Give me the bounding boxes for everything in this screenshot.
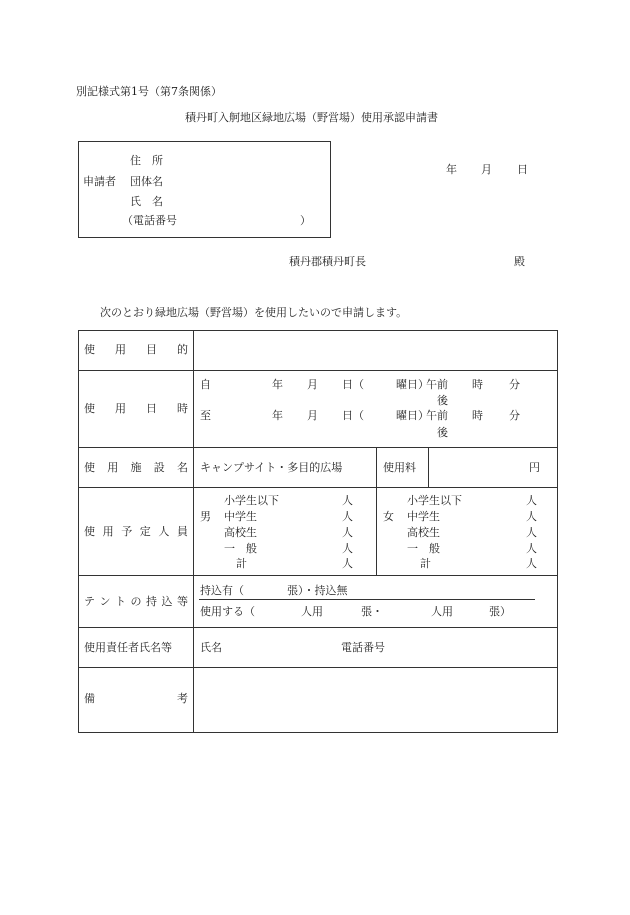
label-char: 定 — [139, 525, 151, 538]
date-day: 日 — [517, 163, 528, 176]
applicant-label: 申請者 — [83, 175, 116, 188]
label-char: 等 — [177, 595, 188, 608]
label-char: 施 — [130, 461, 142, 474]
label-char: 使 — [84, 343, 95, 356]
gender-divider — [376, 487, 377, 575]
applicant-box — [78, 141, 331, 238]
from-am: 午前 — [426, 378, 448, 391]
person-unit: 人 — [526, 557, 537, 570]
form-title: 積丹町入舸地区緑地広場（野営場）使用承認申請書 — [185, 111, 438, 124]
label-char: の — [130, 595, 142, 608]
facility-divider — [376, 447, 377, 487]
addressee: 積丹郡積丹町長 — [289, 255, 366, 268]
label-char: 名 — [177, 461, 188, 474]
yen-unit: 円 — [529, 461, 540, 474]
label-char: 用 — [107, 461, 119, 474]
female-label: 女 — [383, 510, 394, 523]
honorific: 殿 — [514, 255, 525, 268]
responsible-phone-label: 電話番号 — [341, 641, 385, 654]
person-unit: 人 — [526, 494, 537, 507]
date-year: 年 — [446, 163, 457, 176]
tent-underline — [199, 599, 535, 600]
person-unit: 人 — [342, 510, 353, 523]
name-label: 氏 名 — [130, 195, 163, 208]
label-char: 込 — [161, 595, 173, 608]
tent-use-open: 使用する（ — [200, 605, 255, 618]
label-char: 持 — [146, 595, 157, 608]
facility-name: キャンプサイト・多目的広場 — [200, 461, 343, 474]
label-char: 用 — [115, 402, 126, 415]
from-label: 自 — [200, 378, 211, 391]
person-unit: 人 — [526, 526, 537, 539]
label-column-divider — [193, 330, 194, 733]
male-label: 男 — [200, 510, 211, 523]
male-category: 中学生 — [224, 510, 257, 523]
row-divider — [78, 487, 558, 488]
row-label-purpose — [84, 344, 188, 355]
person-unit: 人 — [342, 526, 353, 539]
row-label-facility — [84, 462, 188, 473]
from-weekday: 曜日） — [396, 378, 429, 391]
label-char: 使 — [84, 402, 95, 415]
person-unit: 人 — [526, 542, 537, 555]
row-label-responsible: 使用責任者氏名等 — [84, 641, 172, 654]
row-divider — [78, 370, 558, 371]
male-category: 小学生以下 — [224, 494, 279, 507]
to-day: 日（ — [342, 409, 364, 422]
row-divider — [78, 447, 558, 448]
female-category: 一 般 — [407, 542, 440, 555]
female-category: 小学生以下 — [407, 494, 462, 507]
label-char: 使 — [84, 461, 95, 474]
row-label-datetime — [84, 403, 188, 414]
from-day: 日（ — [342, 378, 364, 391]
female-category: 計 — [420, 557, 431, 570]
fee-divider — [428, 447, 429, 487]
tent-persons-1: 人用 — [301, 605, 323, 618]
tent-bring-close: 張）・持込無 — [287, 584, 348, 597]
male-category: 計 — [236, 557, 247, 570]
from-hour: 時 — [472, 378, 483, 391]
row-divider — [78, 627, 558, 628]
male-category: 一 般 — [224, 542, 257, 555]
address-label: 住 所 — [130, 154, 163, 167]
to-month: 月 — [307, 409, 318, 422]
label-char: 的 — [177, 343, 188, 356]
from-month: 月 — [307, 378, 318, 391]
tent-bring-open: 持込有（ — [200, 584, 244, 597]
person-unit: 人 — [526, 510, 537, 523]
phone-close-paren: ） — [300, 214, 311, 227]
label-char: ン — [99, 595, 111, 608]
row-label-remarks — [84, 693, 188, 704]
male-category: 高校生 — [224, 526, 257, 539]
row-label-tents — [84, 596, 188, 607]
to-am: 午前 — [426, 409, 448, 422]
date-month: 月 — [481, 163, 492, 176]
intro-text: 次のとおり緑地広場（野営場）を使用したいので申請します。 — [100, 306, 408, 319]
row-divider — [78, 575, 558, 576]
label-char: 目 — [146, 343, 157, 356]
label-char: 人 — [158, 525, 170, 538]
to-minute: 分 — [509, 409, 520, 422]
row-divider — [78, 667, 558, 668]
to-hour: 時 — [472, 409, 483, 422]
label-char: 員 — [176, 525, 188, 538]
from-pm: 後 — [437, 394, 448, 407]
female-category: 高校生 — [407, 526, 440, 539]
label-char: テ — [84, 595, 95, 608]
from-year: 年 — [272, 378, 283, 391]
label-char: 用 — [115, 343, 126, 356]
label-char: 使 — [84, 525, 95, 538]
person-unit: 人 — [342, 494, 353, 507]
label-char: 考 — [177, 692, 188, 705]
to-label: 至 — [200, 409, 211, 422]
row-label-people — [84, 526, 188, 537]
from-minute: 分 — [509, 378, 520, 391]
form-reference: 別記様式第1号（第7条関係） — [76, 85, 222, 98]
tent-count-1: 張・ — [361, 605, 383, 618]
label-char: 時 — [177, 402, 188, 415]
fee-label: 使用料 — [383, 461, 416, 474]
label-char: 用 — [102, 525, 114, 538]
responsible-name-label: 氏名 — [200, 641, 222, 654]
label-char: 備 — [84, 692, 95, 705]
person-unit: 人 — [342, 542, 353, 555]
person-unit: 人 — [342, 557, 353, 570]
to-year: 年 — [272, 409, 283, 422]
to-weekday: 曜日） — [396, 409, 429, 422]
label-char: 日 — [146, 402, 157, 415]
label-char: 予 — [121, 525, 133, 538]
tent-count-2: 張） — [489, 605, 511, 618]
label-char: 設 — [153, 461, 165, 474]
org-name-label: 団体名 — [130, 175, 163, 188]
phone-label: （電話番号 — [122, 214, 177, 227]
label-char: ト — [115, 595, 126, 608]
to-pm: 後 — [437, 426, 448, 439]
tent-persons-2: 人用 — [431, 605, 453, 618]
female-category: 中学生 — [407, 510, 440, 523]
